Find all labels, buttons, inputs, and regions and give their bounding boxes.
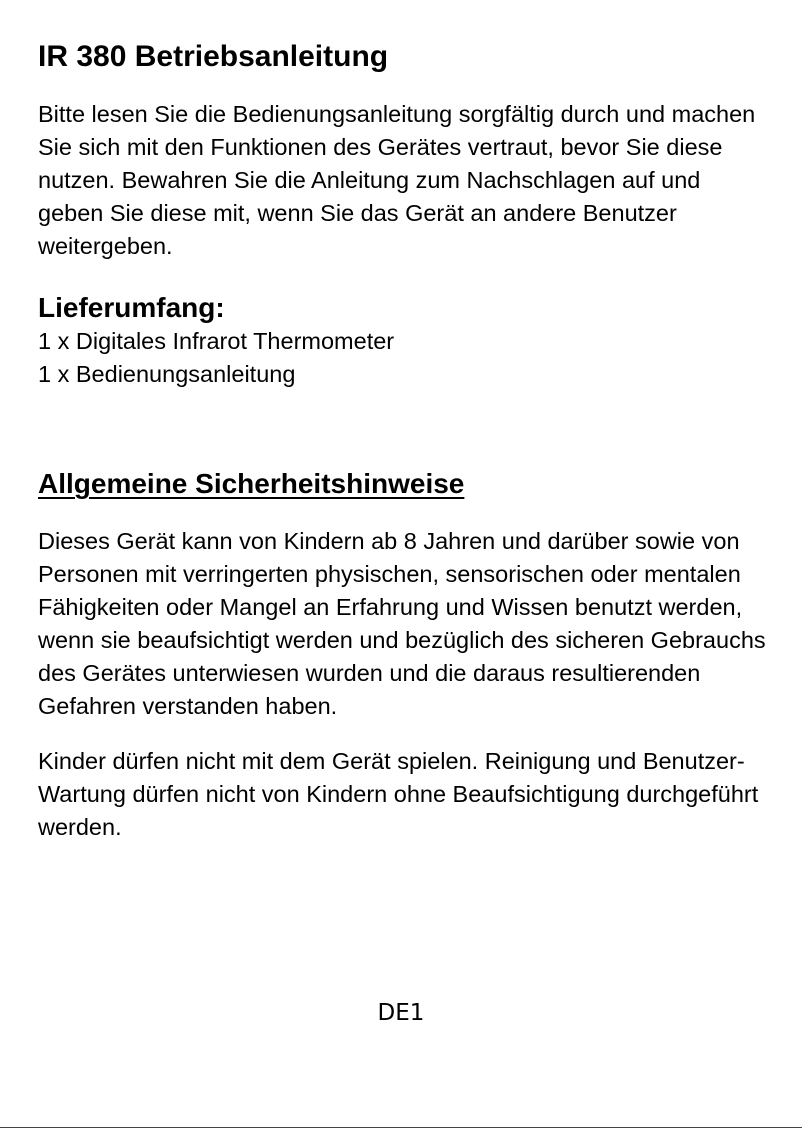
- safety-paragraph: Dieses Gerät kann von Kindern ab 8 Jahren und darüber sowie von Personen mit verringerten physischen, sensorischen oder mentalen Fähigkeiten oder Mangel an Erfahrung und Wissen benutzt werden, wenn sie beaufsichtigt werden und bezüglich des sicheren Gebrauchs des Gerätes unterwiesen wurden und die daraus resultierenden Gefahren verstanden haben.: [38, 528, 766, 719]
- intro-paragraph: Bitte lesen Sie die Bedienungsanleitung sorgfältig durch und machen Sie sich mit den Funktionen des Gerätes vertraut, bevor Sie diese nutzen. Bewahren Sie die Anleitung zum Nachschlagen auf und geben Sie diese mit, wenn Sie das Gerät an andere Benutzer weitergeben.: [38, 101, 756, 259]
- document-page: [38, 38, 768, 844]
- page-bottom-rule: [0, 1127, 802, 1128]
- page-number: DE1: [377, 1000, 425, 1026]
- delivery-heading: Lieferumfang:: [38, 292, 225, 323]
- safety-heading: Allgemeine Sicherheitshinweise: [38, 468, 465, 499]
- safety-paragraph: Kinder dürfen nicht mit dem Gerät spielen. Reinigung und Benutzer-Wartung dürfen nicht von Kindern ohne Beaufsichtigung durchgeführt werden.: [38, 748, 759, 840]
- delivery-list: [38, 325, 768, 391]
- page-title: IR 380 Betriebsanleitung: [38, 40, 389, 73]
- delivery-item: 1 x Digitales Infrarot Thermometer: [38, 328, 395, 354]
- delivery-item: 1 x Bedienungsanleitung: [38, 361, 296, 387]
